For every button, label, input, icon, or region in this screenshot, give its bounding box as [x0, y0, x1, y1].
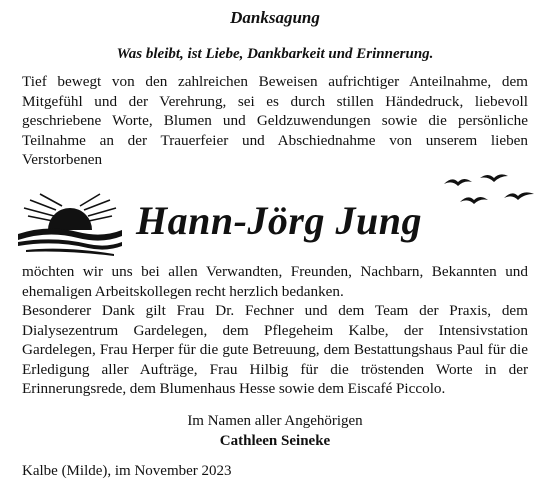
closing-line: Im Namen aller Angehörigen: [187, 413, 363, 429]
special-thanks-paragraph: Besonderer Dank gilt Frau Dr. Fechner und dem Team der Praxis, dem Dialysezentrum Gardelegen, dem Pflegeheim Kalbe, der Intensivstation Gardelegen, Frau Herper für die gute Betreuung, dem Bestattungshaus Paul für die Erledigung aller Aufträge, Frau Hilbig für die tröstenden Worte in der Erinnerungsrede, dem Blumenhaus Hesse sowie dem Eiscafé Piccolo.: [22, 302, 528, 398]
notice-motto: Was bleibt, ist Liebe, Dankbarkeit und Erinnerung.: [116, 46, 434, 62]
deceased-name: Hann-Jörg Jung: [136, 198, 422, 243]
notice-heading: Danksagung: [230, 8, 320, 27]
signer-name: Cathleen Seineke: [219, 433, 331, 449]
sunset-hills-icon: [18, 186, 122, 260]
thanks-paragraph: möchten wir uns bei allen Verwandten, Freunden, Nachbarn, Bekannten und ehemaligen Arbeitskollegen recht herzlich bedanken.: [22, 263, 528, 300]
place-date: Kalbe (Milde), im November 2023: [22, 463, 232, 479]
flying-birds-icon: [440, 170, 540, 210]
intro-paragraph: Tief bewegt von den zahlreichen Beweisen aufrichtiger Anteilnahme, dem Mitgefühl und der Verehrung, sei es durch stillen Händedruck, liebevoll geschriebene Worte, Blumen und Geldzuwendungen sowie die persönliche Teilnahme an der Trauerfeier und Abschiednahme von unserem lieben Verstorbenen: [22, 73, 528, 169]
